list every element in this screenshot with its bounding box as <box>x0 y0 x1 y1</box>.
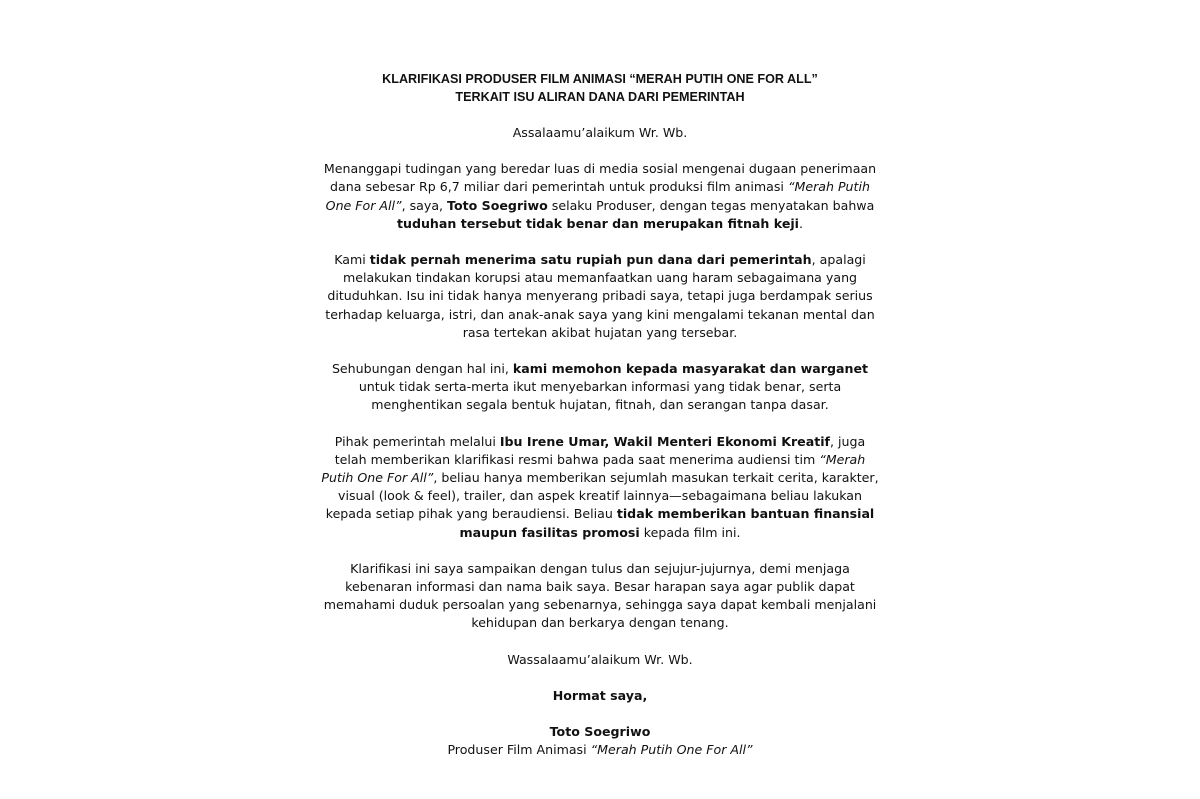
paragraph-2 <box>320 251 880 342</box>
opening-greeting: Assalaamu’alaikum Wr. Wb. <box>512 125 688 140</box>
p2-text-1: Kami <box>334 252 370 268</box>
p3-text-2: untuk tidak serta-merta ikut menyebarkan informasi yang tidak benar, serta menghentikan segala bentuk hujatan, fitnah, dan serangan tanpa dasar. <box>358 379 842 413</box>
p5-text-1: Klarifikasi ini saya sampaikan dengan tulus dan sejujur-jujurnya, demi menjaga kebenaran informasi dan nama baik saya. Besar harapan saya agar publik dapat memahami duduk persoalan yang sebenarnya, sehingga saya dapat kembali menjalani kehidupan dan berkarya dengan tenang. <box>323 560 877 631</box>
p1-producer-name: Toto Soegriwo <box>447 197 548 213</box>
p4-text-1: Pihak pemerintah melalui <box>334 433 500 449</box>
paragraph-1 <box>320 160 880 233</box>
p4-official: Ibu Irene Umar, Wakil Menteri Ekonomi Kreatif <box>499 433 831 449</box>
signature-role-prefix: Produser Film Animasi <box>447 742 591 758</box>
title-line-1: KLARIFIKASI PRODUSER FILM ANIMASI “MERAH PUTIH ONE FOR ALL” <box>382 72 818 86</box>
regards: Hormat saya, <box>552 687 648 703</box>
signature-name: Toto Soegriwo <box>549 724 651 740</box>
p4-text-4: kepada film ini. <box>639 524 741 540</box>
signature-film-title: “Merah Putih One For All” <box>590 742 753 758</box>
paragraph-5 <box>320 560 880 633</box>
p3-text-1: Sehubungan dengan hal ini, <box>331 361 513 377</box>
p4-film-title: “Merah Putih One For All” <box>321 451 866 486</box>
title-line-2: TERKAIT ISU ALIRAN DANA DARI PEMERINTAH <box>455 90 745 104</box>
paragraph-4 <box>320 433 880 542</box>
p1-film-title: “Merah Putih One For All” <box>325 179 870 213</box>
p4-text-3: , beliau hanya memberikan sejumlah masukan terkait cerita, karakter, visual (look & feel), trailer, dan aspek kreatif lainnya—sebagaimana beliau lakukan kepada setiap pihak yang beraudiensi. Beliau <box>325 470 879 522</box>
p3-emphasis: kami memohon kepada masyarakat dan warganet <box>512 361 869 377</box>
p1-text-3: selaku Produser, dengan tegas menyatakan bahwa <box>547 197 875 213</box>
p1-text-2: , saya, <box>401 197 448 213</box>
p2-text-2: , apalagi melakukan tindakan korupsi atau memanfaatkan uang haram sebagaimana yang dituduhkan. Isu ini tidak hanya menyerang pribadi saya, tetapi juga berdampak serius terhadap keluarga, istri, dan anak-anak saya yang kini mengalami tekanan mental dan rasa tertekan akibat hujatan yang tersebar. <box>325 252 875 340</box>
signature-role <box>320 741 880 759</box>
p1-text-1: Menanggapi tudingan yang beredar luas di media sosial mengenai dugaan penerimaan dana sebesar Rp 6,7 miliar dari pemerintah untuk produksi film animasi <box>323 161 877 195</box>
document-title <box>320 70 880 106</box>
closing-greeting: Wassalaamu’alaikum Wr. Wb. <box>507 651 693 667</box>
clarification-letter <box>320 70 880 759</box>
paragraph-3 <box>320 360 880 415</box>
p1-text-4: . <box>799 215 804 231</box>
p4-emphasis: tidak memberikan bantuan finansial maupun fasilitas promosi <box>459 506 875 540</box>
p1-denial: tuduhan tersebut tidak benar dan merupakan fitnah keji <box>396 215 799 231</box>
p4-text-2: , juga telah memberikan klarifikasi resmi bahwa pada saat menerima audiensi tim <box>334 433 866 467</box>
p2-emphasis: tidak pernah menerima satu rupiah pun dana dari pemerintah <box>369 252 812 268</box>
